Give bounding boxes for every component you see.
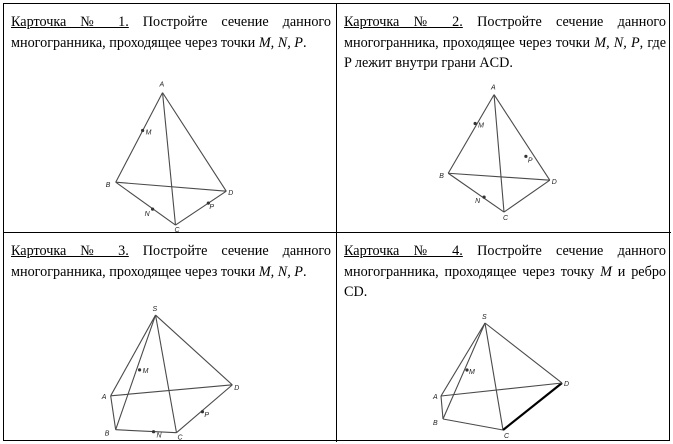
card-3-task: Постройте сечение данного многогранника, проходящее через точки bbox=[11, 243, 331, 280]
label-M: M bbox=[478, 122, 484, 130]
card-2-points: M, N, P bbox=[594, 34, 640, 51]
card-1-label: Карточка № 1. bbox=[11, 14, 129, 30]
edge-SD bbox=[156, 315, 233, 385]
edge-BC bbox=[116, 182, 176, 225]
point-N bbox=[151, 208, 154, 211]
edge-SC bbox=[485, 323, 503, 430]
label-D: D bbox=[228, 190, 234, 198]
label-N: N bbox=[475, 198, 481, 206]
label-M: M bbox=[469, 369, 475, 376]
card-4-task: Постройте сечение данного многогранника, проходящее через точку bbox=[344, 243, 666, 280]
card-1-tail: . bbox=[302, 34, 307, 51]
edge-SC bbox=[156, 315, 177, 433]
edge-SD bbox=[485, 323, 562, 383]
cards-table bbox=[3, 3, 670, 441]
edge-AC bbox=[494, 95, 504, 212]
label-S: S bbox=[152, 306, 158, 314]
card-2-tail: , где P лежит внутри грани ACD. bbox=[344, 34, 666, 71]
label-C: C bbox=[174, 227, 180, 232]
card-2-task: Постройте сечение данного многогранника, проходящее через точки bbox=[344, 14, 666, 51]
label-B: B bbox=[439, 173, 444, 181]
label-M: M bbox=[142, 367, 149, 375]
edge-AB bbox=[116, 93, 163, 183]
card-3-tail: . bbox=[302, 263, 307, 280]
edge-AB bbox=[448, 95, 494, 174]
label-A: A bbox=[159, 81, 165, 89]
card-4-tail: и ребро CD. bbox=[344, 263, 667, 300]
card-2 bbox=[337, 4, 671, 233]
label-B: B bbox=[105, 182, 111, 190]
edge-SA bbox=[441, 323, 485, 396]
label-C: C bbox=[177, 434, 183, 442]
card-4-points: M bbox=[600, 263, 612, 280]
label-M: M bbox=[145, 129, 152, 137]
tetrahedron-figure-2 bbox=[337, 4, 671, 232]
tetrahedron-figure-1 bbox=[4, 4, 336, 232]
edge-BC bbox=[448, 173, 504, 212]
label-D: D bbox=[234, 384, 240, 392]
card-4 bbox=[337, 233, 671, 442]
edge-SB bbox=[443, 323, 485, 419]
card-3-label: Карточка № 3. bbox=[11, 243, 129, 259]
point-M bbox=[141, 129, 144, 132]
label-A: A bbox=[433, 394, 438, 401]
label-B: B bbox=[433, 420, 438, 427]
edge-CD bbox=[175, 191, 226, 225]
edge-CD bbox=[503, 383, 562, 430]
point-M bbox=[138, 368, 141, 371]
edge-SA bbox=[111, 315, 156, 396]
edge-BC bbox=[116, 430, 177, 433]
edge-BC bbox=[443, 419, 503, 430]
edge-CD bbox=[504, 180, 550, 212]
label-P: P bbox=[527, 157, 533, 165]
pyramid-figure-3 bbox=[4, 233, 336, 442]
label-A: A bbox=[101, 393, 107, 401]
edge-AC bbox=[163, 93, 176, 225]
card-2-label: Карточка № 2. bbox=[344, 14, 463, 30]
edge-BD bbox=[448, 173, 550, 180]
label-A: A bbox=[491, 84, 496, 92]
card-4-label: Карточка № 4. bbox=[344, 243, 463, 259]
label-N: N bbox=[156, 432, 162, 440]
card-1-points: M, N, P bbox=[258, 34, 303, 51]
label-P: P bbox=[209, 204, 214, 212]
point-N bbox=[152, 430, 155, 433]
card-1-task: Постройте сечение данного многогранника, проходящее через точки bbox=[11, 14, 331, 51]
label-B: B bbox=[104, 430, 110, 438]
card-3-points: M, N, P bbox=[258, 263, 303, 280]
pyramid-figure-4 bbox=[337, 233, 671, 442]
card-3 bbox=[4, 233, 337, 442]
edge-AD bbox=[163, 93, 227, 192]
label-P: P bbox=[204, 411, 210, 419]
label-S: S bbox=[482, 314, 487, 321]
label-D: D bbox=[564, 381, 570, 388]
label-C: C bbox=[503, 215, 509, 223]
point-N bbox=[482, 196, 485, 199]
card-1 bbox=[4, 4, 337, 233]
edge-AB bbox=[111, 396, 116, 430]
edge-SB bbox=[116, 315, 156, 430]
label-D: D bbox=[551, 179, 557, 187]
edge-AD bbox=[441, 383, 562, 396]
edge-AB bbox=[441, 396, 443, 419]
edge-AD bbox=[494, 95, 550, 181]
edge-CD bbox=[176, 385, 232, 433]
point-M bbox=[474, 122, 477, 125]
label-N: N bbox=[144, 211, 150, 219]
label-C: C bbox=[504, 433, 510, 440]
